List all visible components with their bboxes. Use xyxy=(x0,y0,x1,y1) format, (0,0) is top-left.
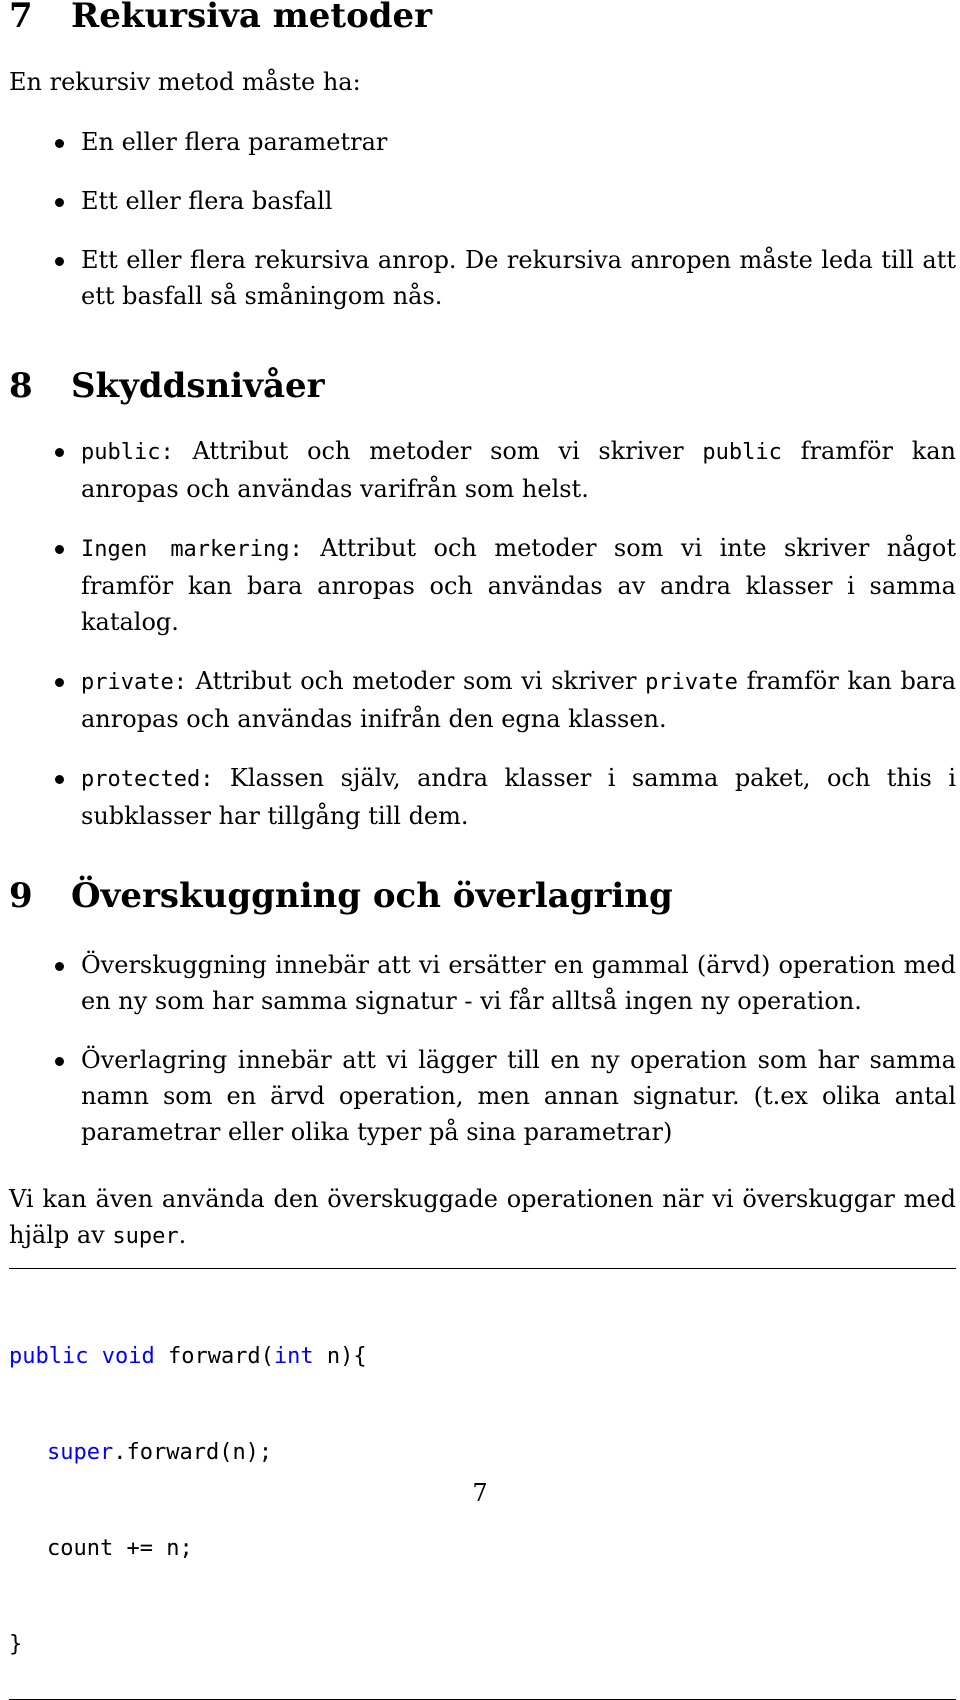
code-keyword: int xyxy=(273,1344,314,1369)
section-7-intro: En rekursiv metod måste ha: xyxy=(9,68,361,96)
code-line xyxy=(9,1341,956,1373)
list-item-private xyxy=(9,663,956,737)
bullet-icon xyxy=(55,257,64,266)
list-item-default xyxy=(9,530,956,640)
bullet-icon xyxy=(55,1057,64,1066)
list-item xyxy=(9,1042,956,1150)
bullet-icon xyxy=(55,678,64,687)
list-item-text: Överskuggning innebär att vi ersätter en gammal (ärvd) operation med en ny som har samma signatur - vi får alltså ingen ny operation. xyxy=(81,951,956,1015)
list-item-text: Attribut och metoder som vi skriver xyxy=(173,437,703,465)
keyword: Ingen markering: xyxy=(81,537,303,562)
code-line xyxy=(9,1533,956,1565)
keyword: public: xyxy=(81,440,174,465)
list-item-text: En eller flera parametrar xyxy=(81,128,388,156)
list-item-text: Överlagring innebär att vi lägger till en ny operation som har samma namn som en ärvd operation, men annan signatur. (t.ex olika antal parametrar eller olika typer på sina parametrar) xyxy=(81,1046,956,1146)
list-item xyxy=(9,947,956,1019)
bullet-icon xyxy=(55,775,64,784)
closing-text: Vi kan även använda den överskuggade operationen när vi överskuggar med hjälp av xyxy=(9,1185,956,1249)
section-8-list xyxy=(9,433,956,834)
list-item-text: framför kan bara anropas och användas inifrån den egna klassen. xyxy=(81,667,956,733)
list-item-text: Attribut och metoder som vi inte skriver något framför kan bara anropas och användas av andra klasser i samma katalog. xyxy=(81,534,956,636)
section-title: Skyddsnivåer xyxy=(71,366,325,406)
list-item-text: Attribut och metoder som vi skriver xyxy=(186,667,646,695)
section-title: Överskuggning och överlagring xyxy=(71,876,673,916)
section-title: Rekursiva metoder xyxy=(71,0,433,36)
code-text: .forward(n); xyxy=(113,1440,273,1465)
inline-keyword: private xyxy=(645,670,738,695)
list-item xyxy=(9,183,956,219)
list-item-text: framför kan anropas och användas varifrån som helst. xyxy=(81,437,956,503)
keyword: private: xyxy=(81,670,187,695)
inline-keyword: super xyxy=(112,1224,179,1249)
code-text: forward( xyxy=(154,1344,274,1369)
code-text: n){ xyxy=(313,1344,367,1369)
section-9-heading xyxy=(9,876,673,916)
section-7-list xyxy=(9,124,956,314)
code-text: count += n; xyxy=(47,1536,193,1561)
bullet-icon xyxy=(55,198,64,207)
list-item-protected xyxy=(9,760,956,834)
section-number: 8 xyxy=(9,366,33,406)
code-keyword: public xyxy=(9,1344,89,1369)
code-line xyxy=(9,1629,956,1661)
code-keyword: super xyxy=(47,1440,114,1465)
closing-end: . xyxy=(178,1221,187,1249)
list-item xyxy=(9,242,956,314)
list-item-text: Ett eller flera rekursiva anrop. De rekursiva anropen måste leda till att ett basfall så småningom nås. xyxy=(81,246,956,310)
section-9-list xyxy=(9,947,956,1150)
bullet-icon xyxy=(55,139,64,148)
list-item xyxy=(9,124,956,160)
list-item-public xyxy=(9,433,956,507)
bullet-icon xyxy=(55,545,64,554)
list-item-text: Klassen själv, andra klasser i samma paket, och this i subklasser har tillgång till dem. xyxy=(81,764,956,830)
code-text: } xyxy=(9,1632,23,1657)
section-8-heading xyxy=(9,366,325,406)
section-7-heading xyxy=(9,0,432,36)
code-keyword: void xyxy=(101,1344,155,1369)
list-item-text: Ett eller flera basfall xyxy=(81,187,333,215)
section-number: 9 xyxy=(9,876,33,916)
bullet-icon xyxy=(55,448,64,457)
section-9-closing xyxy=(9,1181,956,1255)
bullet-icon xyxy=(55,962,64,971)
keyword: protected: xyxy=(81,767,214,792)
code-line xyxy=(9,1437,956,1469)
page-number: 7 xyxy=(472,1479,488,1507)
inline-keyword: public xyxy=(702,440,782,465)
section-number: 7 xyxy=(9,0,33,36)
